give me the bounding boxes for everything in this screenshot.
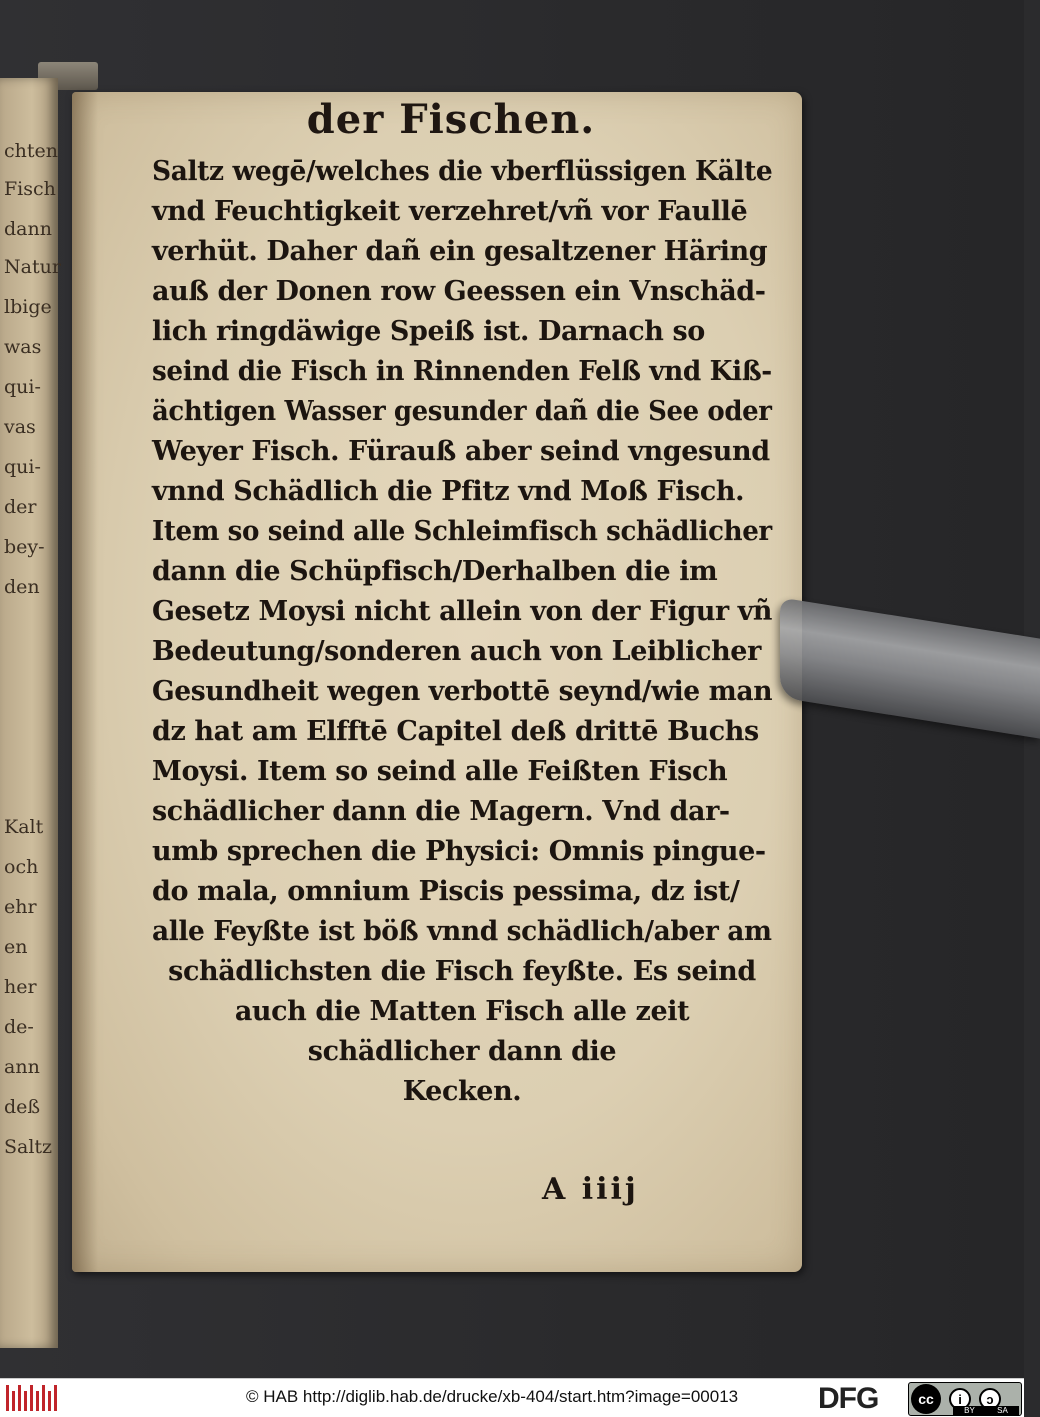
prev-page-fragment: vas xyxy=(4,416,36,438)
prev-page-fragment: Natur xyxy=(4,256,61,278)
prev-page-fragment: chten xyxy=(4,140,58,162)
running-head: der Fischen. xyxy=(306,96,596,143)
cc-by-label: BY xyxy=(964,1406,975,1415)
prev-page-fragment: ehr xyxy=(4,896,37,918)
text-line: dann die Schüpfisch/Derhalben die im xyxy=(152,556,718,587)
prev-page-fragment: Saltz xyxy=(4,1136,53,1158)
text-line: schädlicher dann die Magern. Vnd dar- xyxy=(152,796,730,827)
text-line: verhüt. Daher dañ ein gesaltzener Häring xyxy=(152,236,768,267)
prev-page-fragment: lbige xyxy=(4,296,52,318)
cc-sa-icon: ↄ xyxy=(979,1388,1001,1410)
hab-logo-icon xyxy=(6,1385,57,1411)
prev-page-fragment: och xyxy=(4,856,39,878)
text-line: Bedeutung/sonderen auch von Leiblicher xyxy=(152,636,761,667)
text-line: Weyer Fisch. Fürauß aber seind vngesund xyxy=(152,436,770,467)
text-line: do mala, omnium Piscis pessima, dz ist/ xyxy=(152,876,740,907)
cc-license-badge[interactable] xyxy=(908,1382,1022,1416)
text-line: seind die Fisch in Rinnenden Felß vnd Kiß- xyxy=(152,356,772,387)
footer-bar xyxy=(0,1378,1024,1417)
text-line-centered: auch die Matten Fisch alle zeit xyxy=(234,996,690,1027)
prev-page-fragment: was xyxy=(4,336,42,358)
prev-page-fragment: qui- xyxy=(4,456,41,478)
previous-page-edge xyxy=(0,78,61,1348)
text-line: auß der Donen row Geessen ein Vnschäd- xyxy=(152,276,766,307)
prev-page-fragment: deß xyxy=(4,1096,41,1118)
text-line: vnd Feuchtigkeit verzehret/vñ vor Faullē xyxy=(152,196,748,227)
text-line-centered: schädlicher dann die xyxy=(307,1036,617,1067)
prev-page-fragment: der xyxy=(4,496,37,518)
prev-page-fragment: en xyxy=(4,936,28,958)
text-line: Gesetz Moysi nicht allein von der Figur vñ xyxy=(152,596,773,627)
text-line: alle Feyßte ist böß vnnd schädlich/aber am xyxy=(152,916,772,947)
prev-page-fragment: dann xyxy=(4,218,52,240)
prev-page-fragment: den xyxy=(4,576,40,598)
prev-page-fragment: bey- xyxy=(4,536,45,558)
text-line: ächtigen Wasser gesunder dañ die See oder xyxy=(152,396,772,427)
prev-page-fragment: Fisch xyxy=(4,178,56,200)
prev-page-fragment: Kalt xyxy=(4,816,44,838)
text-line: umb sprechen die Physici: Omnis pingue- xyxy=(152,836,766,867)
cc-by-icon: i xyxy=(949,1388,971,1410)
text-line: Item so seind alle Schleimfisch schädlicher xyxy=(152,516,772,547)
footer-credit-link[interactable]: © HAB http://diglib.hab.de/drucke/xb-404/start.htm?image=00013 xyxy=(246,1387,739,1406)
text-block xyxy=(152,152,772,1112)
prev-page-fragment: qui- xyxy=(4,376,41,398)
text-line: Moysi. Item so seind alle Feißten Fisch xyxy=(152,756,728,787)
text-line-centered: Kecken. xyxy=(402,1076,522,1107)
text-line: Saltz wegē/welches die vberflüssigen Kälte xyxy=(152,156,773,187)
text-line: dz hat am Elfftē Capitel deß drittē Buchs xyxy=(152,716,759,747)
prev-page-fragment: de- xyxy=(4,1016,34,1038)
text-line: vnnd Schädlich die Pfitz vnd Moß Fisch. xyxy=(152,476,745,507)
cc-icon: cc xyxy=(911,1384,941,1414)
gutter-shadow xyxy=(72,92,98,1272)
text-line: lich ringdäwige Speiß ist. Darnach so xyxy=(152,316,705,347)
text-line: Gesundheit wegen verbottē seynd/wie man xyxy=(152,676,773,707)
prev-page-fragment: ann xyxy=(4,1056,40,1078)
cc-labels xyxy=(953,1406,1019,1415)
text-line-centered: schädlichsten die Fisch feyßte. Es seind xyxy=(168,956,756,987)
cc-sa-label: SA xyxy=(997,1406,1008,1415)
prev-page-fragment: her xyxy=(4,976,37,998)
dfg-logo: DFG xyxy=(818,1382,879,1415)
page-holder-weight xyxy=(780,597,1040,738)
book-page xyxy=(72,92,802,1272)
signature-mark: A iiij xyxy=(542,1172,639,1207)
